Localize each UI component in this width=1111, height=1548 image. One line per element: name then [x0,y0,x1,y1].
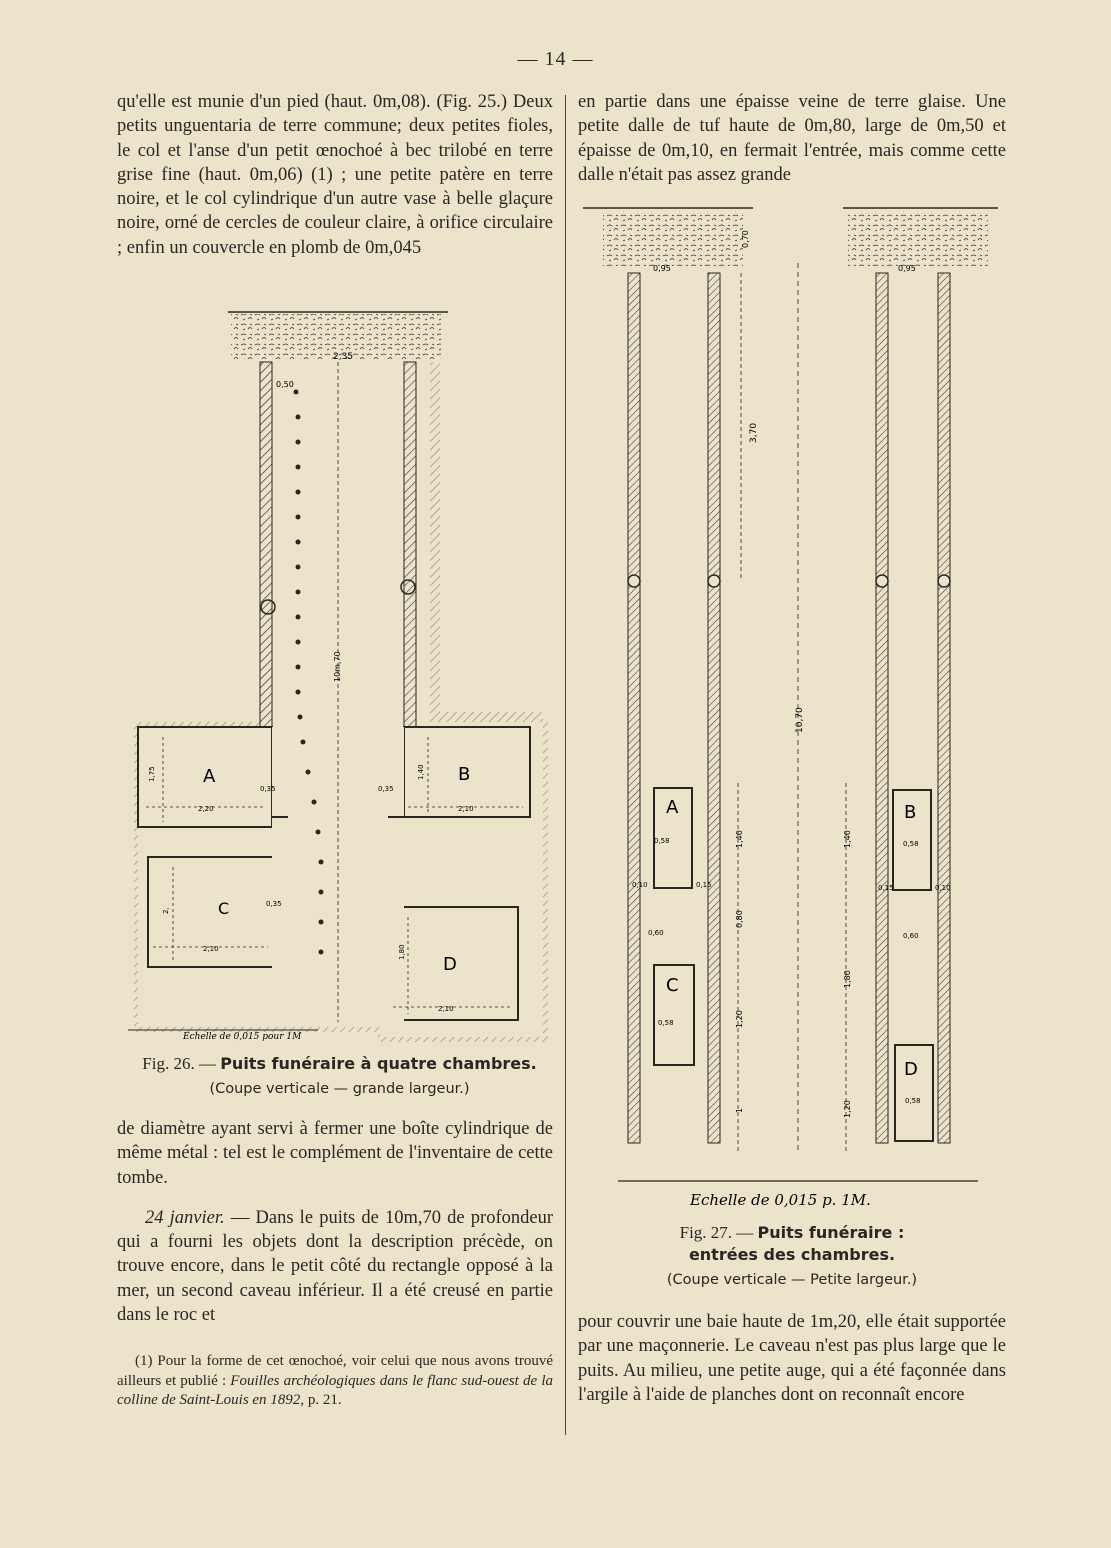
svg-text:1,40: 1,40 [735,830,744,848]
svg-text:10,70: 10,70 [795,707,805,733]
figure-26-caption [117,1053,562,1099]
label-D-27: D [904,1059,918,1080]
footnote [117,1352,553,1411]
figure-27-drawing [578,193,1008,1213]
right-column-top [578,90,1006,187]
left-column-top [117,90,553,260]
fig26-caption-title: Puits funéraire à quatre chambres. [220,1054,537,1073]
fig27-caption-title-2: entrées des chambres. [688,1245,896,1264]
dim-050: 0,50 [276,380,294,389]
svg-text:1,80: 1,80 [398,944,406,960]
right-column-bottom [578,1310,1006,1407]
dim-depth: 10m,70 [333,651,342,682]
left-shaft-wall-r [708,273,720,1143]
page-number: — 14 — [517,48,594,70]
fig27-scale-note: Echelle de 0,015 p. 1M. [690,1191,871,1209]
svg-text:0,10: 0,10 [632,881,648,889]
figure-26-drawing [128,302,556,1042]
svg-text:0,60: 0,60 [903,932,919,940]
svg-text:1,80: 1,80 [843,970,852,988]
label-C: C [218,899,230,918]
fig27-caption-sub: (Coupe verticale — Petite largeur.) [666,1272,918,1288]
svg-text:2,20: 2,20 [198,805,214,813]
figure-27-caption [578,1222,1006,1290]
rubble-left [603,211,743,266]
label-C-27: C [666,975,679,996]
fig27-caption-prefix: Fig. 27. — [679,1223,754,1242]
svg-text:1,40: 1,40 [843,830,852,848]
svg-text:2,10: 2,10 [458,805,474,813]
svg-text:1,75: 1,75 [148,766,156,782]
shaft-right-wall [404,362,416,727]
label-B-27: B [904,802,917,823]
fig26-caption-prefix: Fig. 26. — [142,1054,216,1073]
svg-text:2,: 2, [162,907,170,914]
svg-text:0,58: 0,58 [654,837,670,845]
svg-text:2,10: 2,10 [203,945,219,953]
svg-text:0,95: 0,95 [898,264,916,273]
footnote-text: (1) Pour la forme de cet œnochoé, voir celui que nous avons trouvé ailleurs et publié : Fouilles archéologiques dans le flanc sud-ouest de la colline de Saint-Louis en 1892, p. 21. [117,1353,554,1408]
svg-text:1,40: 1,40 [417,764,425,780]
svg-text:0,58: 0,58 [658,1019,674,1027]
rubble-right [848,211,988,266]
date-24-janvier: 24 janvier. [145,1207,225,1228]
svg-text:0,35: 0,35 [266,900,282,908]
svg-text:0,70: 0,70 [741,230,750,248]
right-shaft-wall-r [938,273,950,1143]
svg-text:0,35: 0,35 [378,785,394,793]
column-divider [565,95,566,1435]
left-paragraph-2: de diamètre ayant servi à fermer une boîte cylindrique de même métal : tel est le complément de l'inventaire de cette tombe. [117,1119,553,1188]
svg-text:1: 1 [735,1107,744,1113]
svg-text:3,70: 3,70 [749,422,759,443]
svg-text:2,10: 2,10 [438,1005,454,1013]
svg-text:0,15: 0,15 [696,881,712,889]
svg-text:1,20: 1,20 [735,1010,744,1028]
svg-text:0,15: 0,15 [878,884,894,892]
label-A-27: A [666,797,679,818]
svg-text:0,60: 0,60 [648,929,664,937]
svg-text:0,58: 0,58 [905,1097,921,1105]
figure-27 [578,193,1008,1213]
fig27-caption-title-1: Puits funéraire : [757,1223,905,1242]
svg-text:0,95: 0,95 [653,264,671,273]
fig26-scale-note: Echelle de 0,015 pour 1M [183,1032,302,1042]
svg-text:0,35: 0,35 [260,785,276,793]
right-shaft-wall-l [876,273,888,1143]
left-column-bottom [117,1117,553,1327]
left-paragraph-1: qu'elle est munie d'un pied (haut. 0m,08). (Fig. 25.) Deux petits unguentaria de terre commune; deux petites fioles, le col et l'anse d'un petit œnochoé à bec trilobé en terre grise fine (haut. 0m,06) (1) ; une petite patère en terre noire, et le col cylindrique d'un autre vase à belle glaçure noire, orné de cercles de couleur claire, à orifice circulaire ; enfin un couvercle en plomb de 0m,045 [117,92,553,258]
svg-text:0,80: 0,80 [735,910,744,928]
left-shaft-wall-l [628,273,640,1143]
svg-text:0,58: 0,58 [903,840,919,848]
label-A: A [203,766,216,787]
svg-text:0,10: 0,10 [935,884,951,892]
fig26-caption-sub: (Coupe verticale — grande largeur.) [209,1081,470,1097]
right-paragraph-1: en partie dans une épaisse veine de terre glaise. Une petite dalle de tuf haute de 0m,80, large de 0m,50 et épaisse de 0m,10, en fermait l'entrée, mais comme cette dalle n'était pas assez grande [578,92,1006,185]
svg-text:1,20: 1,20 [843,1100,852,1118]
left-paragraph-3: 24 janvier. — Dans le puits de 10m,70 de profondeur qui a fourni les objets dont la description précède, on trouve encore, dans le petit côté du rectangle opposé à la mer, un second caveau inférieur. Il a été creusé en partie dans le roc et [117,1207,553,1326]
figure-26 [128,302,556,1042]
label-D: D [443,954,457,975]
right-paragraph-2: pour couvrir une baie haute de 1m,20, elle était supportée par une maçonnerie. Le caveau n'est pas plus large que le puits. Au milieu, une petite auge, qui a été façonnée dans l'argile à l'aide de planches dont on reconnaît encore [578,1312,1006,1405]
shaft-left-wall [260,362,272,727]
label-B: B [458,764,471,785]
dim-top-width: 2,35 [333,352,354,362]
